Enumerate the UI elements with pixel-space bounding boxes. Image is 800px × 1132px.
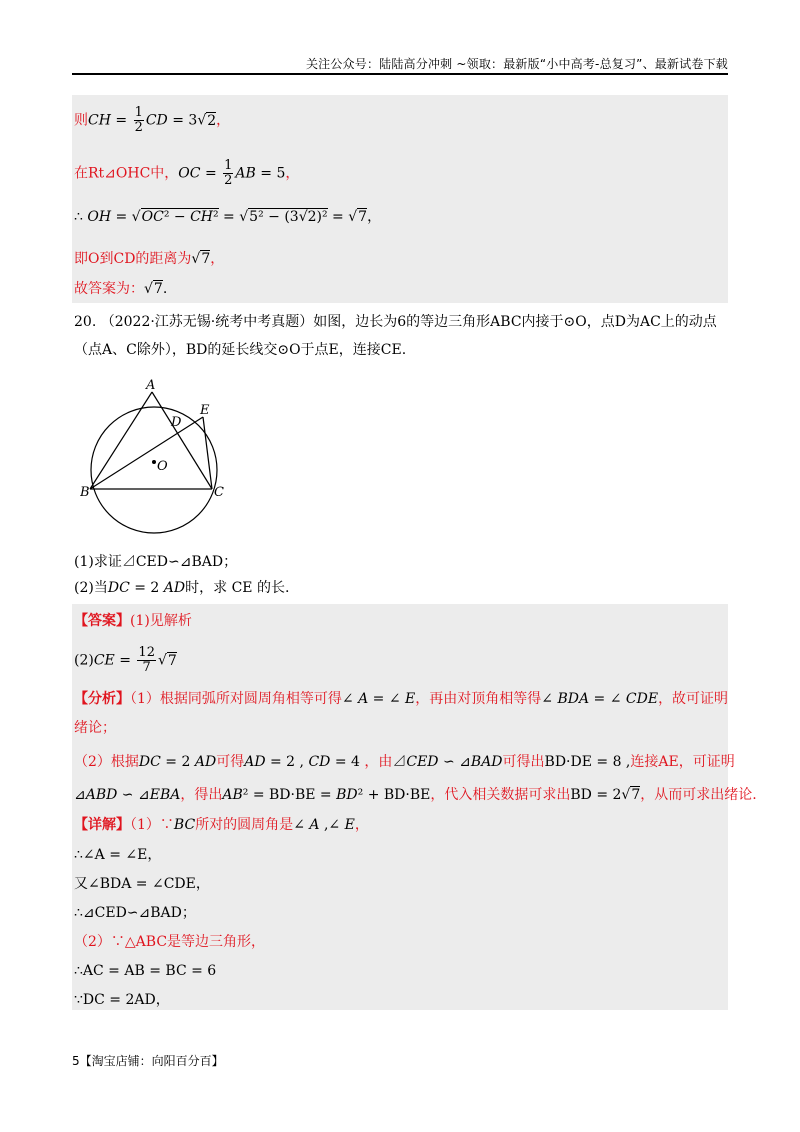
prev-line-5: 故答案为：√7. <box>74 281 168 297</box>
analysis-text-3a: ，得出 <box>180 787 223 803</box>
answer-line-2: (2)CE = $\frac{12}{7}$ √7 <box>74 645 177 675</box>
analysis-text-2c: ，由 <box>364 754 393 770</box>
analysis-line-4: ⊿ABD ∽ ⊿EBA，得出AB² = BD·BE = BD² + BD·BE，代入相关数据可求出BD = 2√7，从而可求出绪论. <box>74 787 757 803</box>
center-point <box>152 460 156 464</box>
segment-ab <box>90 392 152 489</box>
analysis-line-2: 绪论； <box>74 720 116 736</box>
question-line-1 <box>74 313 717 331</box>
detail-line-6: ∴AC = AB = BC = 6 <box>74 963 217 979</box>
label-d: D <box>171 415 182 430</box>
detail-line-3: 又∠BDA = ∠CDE， <box>74 876 210 892</box>
page-footer: 5【淘宝店铺：向阳百分百】 <box>72 1054 224 1068</box>
analysis-tag: 【分析】 <box>74 691 130 707</box>
page-header: 关注公众号：陆陆高分冲刺 ~领取：最新版“小中高考-总复习”、最新试卷下载 <box>305 57 728 71</box>
prev-line-1: 则CH = $\frac{1}{2}$ CD = 3√2， <box>74 105 231 135</box>
prev-line-1-prefix: 则 <box>74 112 88 129</box>
prev-line-5-text: 故答案为： <box>74 281 144 297</box>
analysis-text-2e: 连接AE，可证明 <box>630 754 735 770</box>
analysis-text-1a: （1）根据同弧所对圆周角相等可得 <box>130 691 342 707</box>
label-c: C <box>214 485 224 500</box>
prev-line-4: 即O到CD的距离为√7， <box>74 251 225 267</box>
circle-o <box>91 407 217 533</box>
analysis-text-2d: 可得出 <box>502 754 545 770</box>
detail-line-4: ∴⊿CED∽⊿BAD； <box>74 905 196 921</box>
detail-line-7: ∵DC = 2AD， <box>74 992 170 1008</box>
detail-text-1b: 所对的圆周角是 <box>195 817 294 833</box>
detail-line-5: （2）∵△ABC是等边三角形， <box>74 934 266 950</box>
question-text-2: （点A、C除外），BD的延长线交⊙O于点E，连接CE. <box>74 342 407 358</box>
segment-ce <box>203 417 212 489</box>
label-e: E <box>200 403 210 418</box>
analysis-text-1b: ，再由对顶角相等得 <box>415 691 542 707</box>
geometry-figure <box>80 378 240 538</box>
prev-line-2: 在Rt⊿OHC中，OC = $\frac{1}{2}$ AB = 5， <box>74 158 300 188</box>
analysis-text-3b: ，代入相关数据可求出 <box>430 787 571 803</box>
prev-line-4-text: 即O到CD的距离为 <box>74 251 192 267</box>
detail-tag: 【详解】 <box>74 817 130 833</box>
prev-line-2-prefix: 在Rt⊿OHC中， <box>74 165 179 182</box>
detail-line-1: 【详解】（1）∵BC所对的圆周角是∠ A ,∠ E， <box>74 817 369 833</box>
analysis-text-1c: ，故可证明 <box>658 691 729 707</box>
analysis-line-3: （2）根据DC = 2 AD可得AD = 2 , CD = 4 ，由⊿CED ∽ ⊿BAD可得出BD·DE = 8 ,连接AE，可证明 <box>74 754 735 770</box>
header-rule <box>72 73 728 75</box>
answer-line-1 <box>74 612 192 630</box>
question-part-2: (2)当DC = 2 AD时，求 CE 的长. <box>74 580 290 596</box>
question-part-1: (1)求证⊿CED∽⊿BAD； <box>74 554 238 570</box>
question-line-2 <box>74 341 406 359</box>
detail-text-1a: （1）∵ <box>130 817 174 833</box>
answer-part-2-prefix: (2) <box>74 652 94 669</box>
detail-line-2: ∴∠A = ∠E， <box>74 847 162 863</box>
analysis-text-2b: 可得 <box>216 754 245 770</box>
analysis-text-2a: （2）根据 <box>74 754 139 770</box>
question-part-2-suffix: 时，求 CE 的长. <box>185 580 290 596</box>
label-o: O <box>157 459 168 474</box>
question-source: （2022·江苏无锡·统考中考真题） <box>100 314 314 330</box>
answer-part-1: (1)见解析 <box>130 613 192 629</box>
question-text-1: 如图，边长为6的等边三角形ABC内接于⊙O，点D为AC上的动点 <box>313 314 717 330</box>
label-b: B <box>80 485 90 500</box>
analysis-line-1: 【分析】（1）根据同弧所对圆周角相等可得∠ A = ∠ E，再由对顶角相等得∠ BDA = ∠ CDE，故可证明 <box>74 691 729 707</box>
label-a: A <box>146 378 156 393</box>
question-number: 20. <box>74 314 97 330</box>
analysis-text-3c: ，从而可求出绪论. <box>640 787 757 803</box>
prev-line-3: ∴ OH = √OC² − CH² = √5² − (3√2)² = √7， <box>74 209 382 225</box>
question-part-2-prefix: (2)当 <box>74 580 108 596</box>
answer-tag: 【答案】 <box>74 613 130 629</box>
